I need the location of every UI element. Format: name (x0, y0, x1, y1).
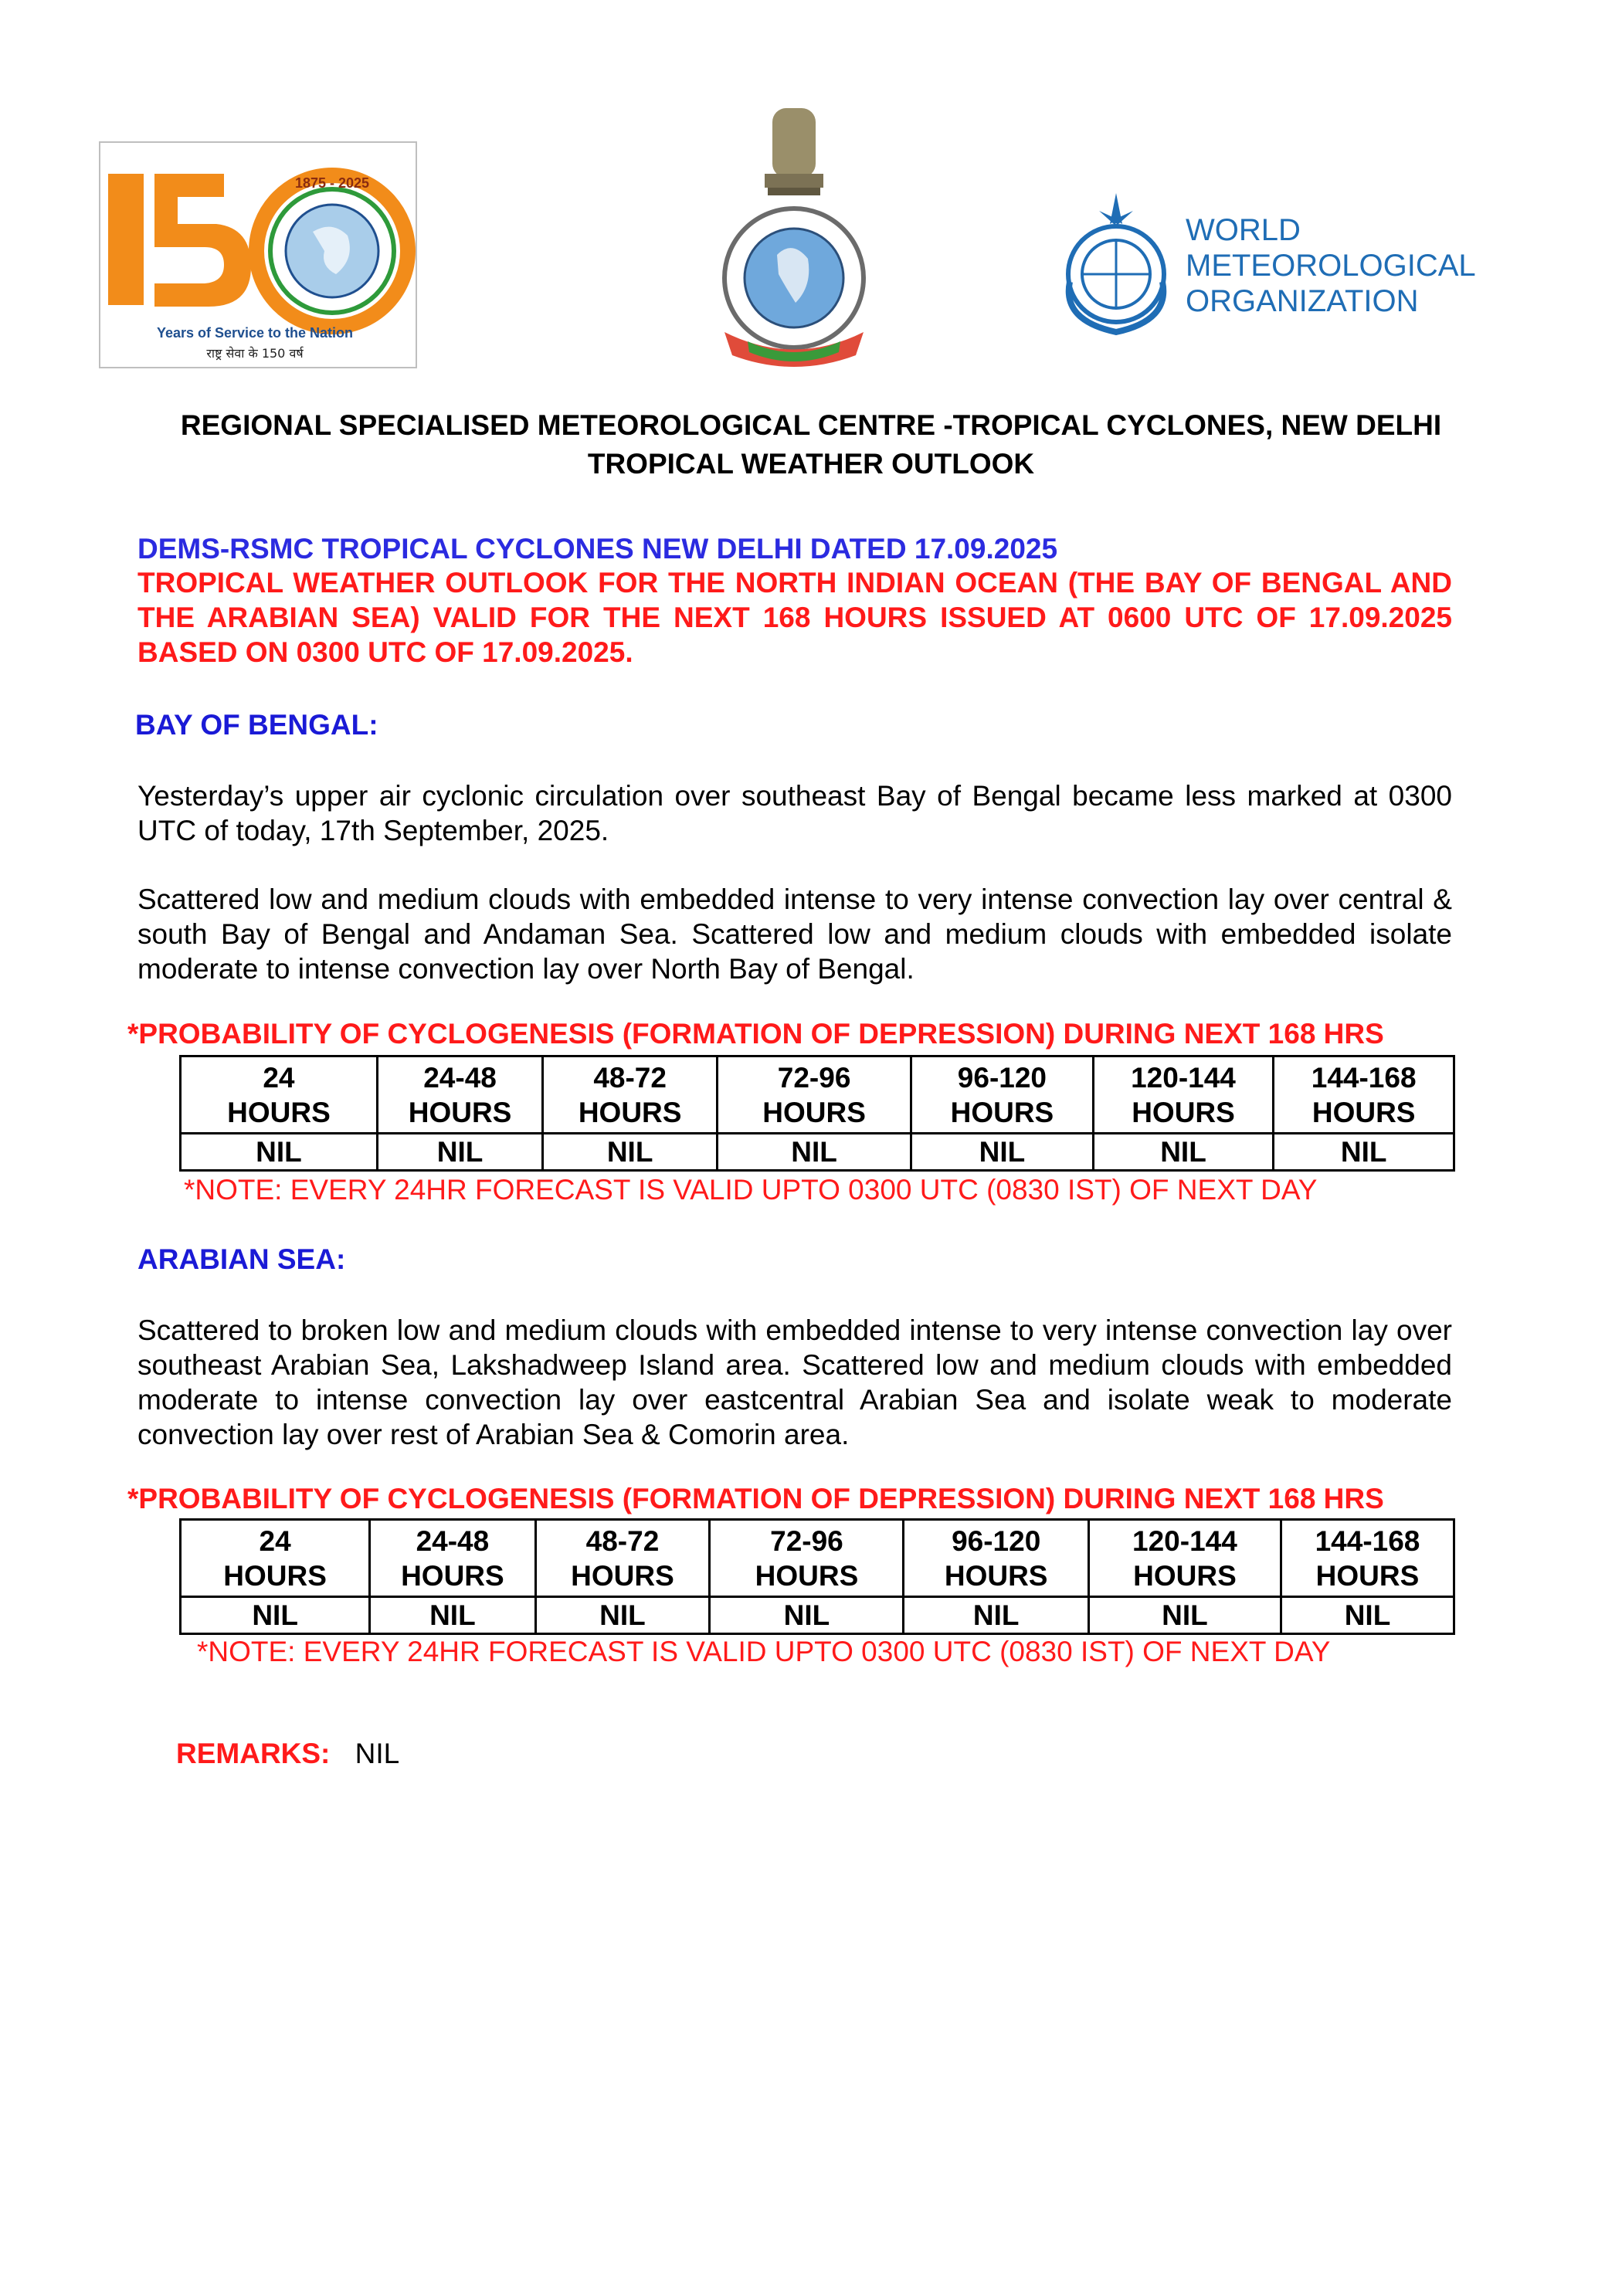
india-meteorological-department-emblem (717, 100, 871, 371)
arabian-sea-heading: ARABIAN SEA: (137, 1243, 346, 1275)
table-value-cell: NIL (1274, 1134, 1454, 1171)
table-value-cell: NIL (718, 1134, 911, 1171)
bulletin-validity: TROPICAL WEATHER OUTLOOK FOR THE NORTH INDIAN OCEAN (THE BAY OF BENGAL AND THE ARABIAN SEA) VALID FOR THE NEXT 168 HOURS ISSUED AT 0600 UTC OF 17.09.2025 BASED ON 0300 UTC OF 17.09.2025. (137, 567, 1452, 668)
table-value-cell: NIL (1088, 1597, 1281, 1634)
arabian-sea-para-1: Scattered to broken low and medium clouds with embedded intense to very intense convection lay over southeast Arabian Sea, Lakshadweep Island area. Scattered low and medium clouds with embedded moderate to intense convection lay over eastcentral Arabian Sea and isolate weak to moderate convection lay over rest of Arabian Sea & Comorin area. (137, 1314, 1452, 1450)
arabian-sea-note: *NOTE: EVERY 24HR FORECAST IS VALID UPTO 0300 UTC (0830 IST) OF NEXT DAY (197, 1636, 1331, 1667)
table-value-cell: NIL (1093, 1134, 1274, 1171)
arabian-sea-prob-title: *PROBABILITY OF CYCLOGENESIS (FORMATION OF DEPRESSION) DURING NEXT 168 HRS (127, 1483, 1384, 1514)
remarks-value: NIL (355, 1738, 400, 1769)
wmo-line-2: METEOROLOGICAL (1186, 249, 1476, 283)
table-header-cell: 144-168 HOURS (1274, 1056, 1454, 1134)
hindi-service-text: राष्ट्र सेवा के 150 वर्ष (206, 346, 304, 361)
table-header-cell: 72-96 HOURS (718, 1056, 911, 1134)
bay-of-bengal-note: *NOTE: EVERY 24HR FORECAST IS VALID UPTO 0300 UTC (0830 IST) OF NEXT DAY (184, 1174, 1318, 1206)
remarks-label: REMARKS: (176, 1738, 331, 1769)
bay-of-bengal-para-2: Scattered low and medium clouds with embedded intense to very intense convection lay over central & south Bay of Bengal and Andaman Sea. Scattered low and medium clouds with embedded isolate moderate to intense convection lay over North Bay of Bengal. (137, 883, 1452, 985)
table-value-cell: NIL (911, 1134, 1094, 1171)
table-value-cell: NIL (535, 1597, 710, 1634)
table-header-cell: 120-144 HOURS (1093, 1056, 1274, 1134)
table-header-cell: 144-168 HOURS (1281, 1520, 1454, 1597)
table-value-cell: NIL (710, 1597, 904, 1634)
table-value-cell: NIL (377, 1134, 542, 1171)
table-header-cell: 48-72 HOURS (543, 1056, 718, 1134)
wmo-logo (1039, 189, 1476, 344)
bay-of-bengal-heading: BAY OF BENGAL: (135, 709, 378, 741)
years-range-text: 1875 - 2025 (294, 175, 370, 191)
bay-of-bengal-prob-table (179, 1055, 1455, 1172)
bay-of-bengal-para-1: Yesterday’s upper air cyclonic circulation over southeast Bay of Bengal became less marked at 0300 UTC of today, 17th September, 2025. (137, 780, 1452, 846)
table-header-cell: 120-144 HOURS (1088, 1520, 1281, 1597)
table-value-cell: NIL (1281, 1597, 1454, 1634)
service-text: Years of Service to the Nation (156, 325, 354, 341)
bay-of-bengal-prob-title: *PROBABILITY OF CYCLOGENESIS (FORMATION OF DEPRESSION) DURING NEXT 168 HRS (127, 1018, 1384, 1050)
table-value-cell: NIL (181, 1597, 370, 1634)
bulletin-dated: DEMS-RSMC TROPICAL CYCLONES NEW DELHI DATED 17.09.2025 (137, 533, 1058, 565)
wmo-line-3: ORGANIZATION (1186, 284, 1419, 318)
header-title: REGIONAL SPECIALISED METEOROLOGICAL CENTRE -TROPICAL CYCLONES, NEW DELHI (180, 409, 1442, 441)
imd-150-years-logo (99, 141, 417, 368)
table-header-cell: 24 HOURS (181, 1520, 370, 1597)
table-value-cell: NIL (904, 1597, 1088, 1634)
table-header-cell: 24-48 HOURS (377, 1056, 542, 1134)
header-subtitle: TROPICAL WEATHER OUTLOOK (587, 448, 1035, 480)
wmo-line-1: WORLD (1186, 213, 1301, 247)
table-header-cell: 48-72 HOURS (535, 1520, 710, 1597)
table-value-cell: NIL (181, 1134, 378, 1171)
table-header-cell: 96-120 HOURS (911, 1056, 1094, 1134)
wmo-emblem-icon (1068, 193, 1164, 332)
table-value-cell: NIL (370, 1597, 535, 1634)
table-header-cell: 24 HOURS (181, 1056, 378, 1134)
table-header-cell: 72-96 HOURS (710, 1520, 904, 1597)
table-value-cell: NIL (543, 1134, 718, 1171)
table-header-cell: 24-48 HOURS (370, 1520, 535, 1597)
table-header-cell: 96-120 HOURS (904, 1520, 1088, 1597)
arabian-sea-prob-table (179, 1518, 1455, 1635)
remarks (176, 1738, 399, 1770)
